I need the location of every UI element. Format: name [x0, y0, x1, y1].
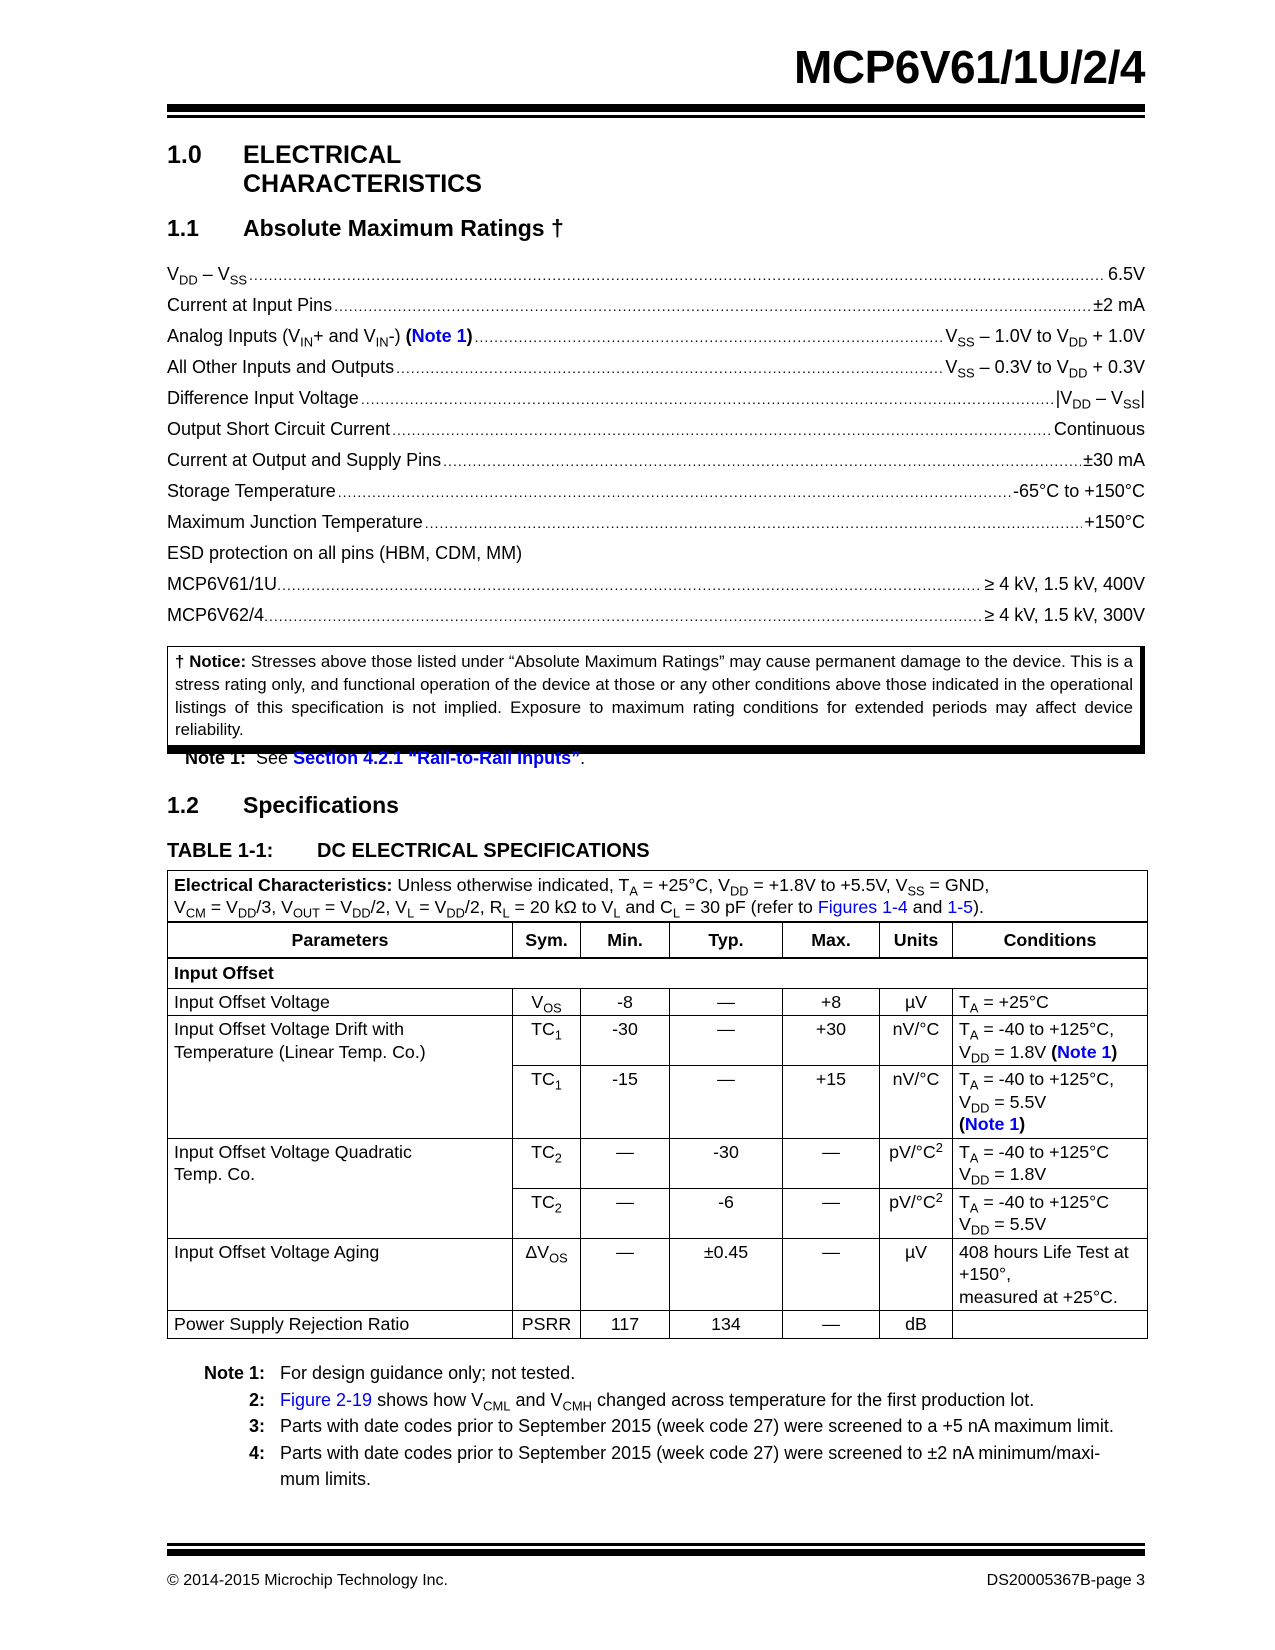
table-conditions-row [168, 871, 1148, 923]
figure-1-5-link[interactable]: 1-5 [947, 897, 974, 917]
cell-conditions: $T_A = -40$ to +125°C, $V_{DD} = 1.8V$ (Note 1) [953, 1016, 1148, 1066]
column-header-sym: Sym. [513, 922, 581, 958]
note-text: Parts with date codes prior to September 2015 (week code 27) were screened to a +5 nA maximum limit. [280, 1416, 1114, 1436]
cell-sym: $TC_2$ [513, 1188, 581, 1238]
cell-max: +30 [783, 1016, 880, 1066]
leader-dots [392, 422, 1052, 438]
rating-label: Maximum Junction Temperature [167, 512, 423, 532]
header-rule-thick [167, 104, 1145, 112]
cell-typ: ±0.45 [670, 1238, 783, 1311]
leader-dots [277, 577, 982, 593]
note-suffix: . [580, 748, 586, 768]
rating-label: Current at Output and Supply Pins [167, 450, 442, 470]
table-row [168, 1138, 1148, 1188]
cell-max: +15 [783, 1066, 880, 1139]
rating-label: Output Short Circuit Current [167, 419, 391, 439]
table-row [168, 1311, 1148, 1339]
rating-row [167, 481, 1145, 512]
section-label-input-offset: Input Offset [168, 958, 1148, 988]
note-text: Figure 2-19 shows how $V_{CML}$ and $V_{CMH}$ changed across temperature for the first production lot. [280, 1389, 1035, 1414]
rating-label: Storage Temperature [167, 481, 336, 501]
cell-typ: — [670, 1016, 783, 1066]
cell-typ: -30 [670, 1138, 783, 1188]
leader-dots [396, 360, 943, 376]
column-header-typ: Typ. [670, 922, 783, 958]
cell-sym: $TC_1$ [513, 1066, 581, 1139]
cell-conditions: $T_A = +25^\circ C$ [953, 988, 1148, 1016]
rating-value: $V_{SS} - 1.0V$ to $V_{DD} + 1.0V$ [945, 326, 1145, 350]
section-number: 1.2 [167, 792, 199, 818]
figures-1-4-link[interactable]: Figures 1-4 [817, 897, 908, 917]
leader-dots [249, 267, 1106, 283]
cell-min: — [581, 1188, 670, 1238]
document-title: MCP6V61/1U/2/4 [794, 41, 1145, 93]
rating-label: Difference Input Voltage [167, 388, 359, 408]
section-title-line2: CHARACTERISTICS [243, 170, 482, 198]
rating-row [167, 264, 1145, 295]
cell-units: dB [880, 1311, 953, 1339]
table-title [167, 840, 650, 863]
section-title: Specifications [243, 792, 399, 818]
rating-row [167, 450, 1145, 481]
rating-value: ±30 mA [1083, 450, 1145, 470]
cell-conditions: $T_A = -40$ to +125°C, $V_{DD} = 5.5V$ (Note 1) [953, 1066, 1148, 1139]
cell-typ: — [670, 1066, 783, 1139]
rating-label: Analog Inputs ($V_{IN}+$ and $V_{IN}-$) (Note 1) [167, 326, 473, 350]
footer-rule-thick [167, 1549, 1145, 1556]
rating-row [167, 605, 1145, 636]
cell-max: — [783, 1138, 880, 1188]
cell-typ: 134 [670, 1311, 783, 1339]
leader-dots [264, 608, 982, 624]
rating-row [167, 543, 1145, 574]
cell-units: µV [880, 1238, 953, 1311]
table-row [168, 988, 1148, 1016]
leader-dots [361, 391, 1054, 407]
figure-2-19-link[interactable]: Figure 2-19 [280, 1389, 373, 1410]
cell-typ: -6 [670, 1188, 783, 1238]
rating-label: All Other Inputs and Outputs [167, 357, 395, 377]
cell-conditions: $T_A = -40$ to +125°C $V_{DD} = 1.8V$ [953, 1138, 1148, 1188]
cell-min: — [581, 1238, 670, 1311]
note-prefix: See [256, 748, 289, 768]
note-1-link[interactable]: Note 1 [1057, 1041, 1112, 1062]
cell-max: +8 [783, 988, 880, 1016]
column-header-parameters: Parameters [168, 922, 513, 958]
note-1-link[interactable]: Note 1 [964, 1114, 1020, 1134]
cell-min: -15 [581, 1066, 670, 1139]
rating-value: $|V_{DD} - V_{SS}|$ [1055, 388, 1145, 412]
table-name: DC ELECTRICAL SPECIFICATIONS [317, 840, 650, 862]
rating-row [167, 295, 1145, 326]
cell-min: -8 [581, 988, 670, 1016]
rating-row [167, 326, 1145, 357]
section-title-line1: ELECTRICAL [243, 141, 402, 169]
section-title: Absolute Maximum Ratings † [243, 215, 564, 241]
column-header-min: Min. [581, 922, 670, 958]
rating-row [167, 419, 1145, 450]
note-label: Note 1: [203, 1363, 265, 1383]
notice-lead: † Notice: [175, 652, 247, 671]
note-label: Note 1: [185, 748, 247, 768]
leader-dots [425, 515, 1082, 531]
cell-max: — [783, 1188, 880, 1238]
cell-units: µV [880, 988, 953, 1016]
section-number: 1.0 [167, 141, 202, 169]
column-header-units: Units [880, 922, 953, 958]
section-number: 1.1 [167, 215, 199, 241]
cell-param: Input Offset Voltage Quadratic Temp. Co. [168, 1138, 513, 1238]
note-label: 4: [248, 1442, 265, 1463]
rating-row [167, 512, 1145, 543]
rating-label: $V_{DD} - V_{SS}$ [167, 264, 248, 288]
rating-value: Continuous [1053, 419, 1145, 439]
column-header-conditions: Conditions [953, 922, 1148, 958]
cell-param: Input Offset Voltage Aging [168, 1238, 513, 1311]
cell-param: Power Supply Rejection Ratio [168, 1311, 513, 1339]
column-header-max: Max. [783, 922, 880, 958]
rating-value: $V_{SS} - 0.3V$ to $V_{DD} + 0.3V$ [945, 357, 1145, 381]
note-label: 2: [248, 1389, 265, 1410]
electrical-characteristics-conditions: Electrical Characteristics: Unless otherwise indicated, $T_A = +25^\circ C$, $V_{DD} = +1.8V$ to +5.5V, $V_{SS}$ = GND, $V_{CM} = V_{DD}/3$, $V_{OUT} = V_{DD}/2$, $V_L = V_{DD}/2$, $R_L = 20$ kΩ to $V_L$ and $C_L = 30$ pF (refer to Figures 1-4 and 1-5). [168, 871, 1148, 923]
section-4-2-1-link[interactable]: Section 4.2.1 “Rail-to-Rail Inputs” [293, 748, 581, 768]
table-row [168, 1016, 1148, 1066]
table-section-row [168, 958, 1148, 988]
section-title [243, 141, 743, 199]
conditions-lead: Electrical Characteristics: [174, 875, 393, 895]
table-number: TABLE 1-1: [167, 840, 274, 862]
rating-row [167, 574, 1145, 605]
cell-sym: $TC_2$ [513, 1138, 581, 1188]
cell-min: — [581, 1138, 670, 1188]
cell-sym: $V_{OS}$ [513, 988, 581, 1016]
note-1-link[interactable]: Note 1 [411, 326, 467, 346]
note-text: For design guidance only; not tested. [280, 1363, 576, 1383]
notice-text: Stresses above those listed under “Absolute Maximum Ratings” may cause permanent damage to the device. This is a stress rating only, and functional operation of the device at those or any other conditions above those indicated in the operational listings of this specification is not implied. Exposure to maximum rating conditions for extended periods may affect device reliability. [175, 652, 1133, 740]
cell-conditions [953, 1311, 1148, 1339]
leader-dots [443, 453, 1081, 469]
cell-param: Input Offset Voltage Drift with Temperature (Linear Temp. Co.) [168, 1016, 513, 1139]
table-note [175, 1387, 1135, 1414]
rating-row [167, 388, 1145, 419]
leader-dots [475, 329, 944, 345]
rating-value: ±2 mA [1093, 295, 1145, 315]
leader-dots [334, 298, 1091, 314]
header-rule-thin [167, 115, 1145, 118]
cell-units: $pV/^\circ C^2$ [880, 1138, 953, 1188]
cell-units: nV/°C [880, 1016, 953, 1066]
table-notes [175, 1360, 1135, 1493]
rating-value: +150°C [1084, 512, 1145, 532]
table-note [175, 1413, 1135, 1440]
ratings-note [185, 748, 585, 769]
cell-sym: PSRR [513, 1311, 581, 1339]
rating-label: ESD protection on all pins (HBM, CDM, MM) [167, 543, 523, 563]
rating-value: ≥ 4 kV, 1.5 kV, 400V [984, 574, 1145, 594]
notice-box [167, 646, 1145, 754]
cell-min: -30 [581, 1016, 670, 1066]
table-header-row [168, 922, 1148, 958]
note-text: Parts with date codes prior to September 2015 (week code 27) were screened to ±2 nA minimum/maxi- mum limits. [280, 1442, 1101, 1489]
cell-max: — [783, 1311, 880, 1339]
rating-value: -65°C to +150°C [1013, 481, 1145, 501]
rating-label: MCP6V62/4 [167, 605, 265, 625]
cell-sym: $\Delta V_{OS}$ [513, 1238, 581, 1311]
cell-conditions: 408 hours Life Test at +150°, measured at +25°C. [953, 1238, 1148, 1311]
rating-value: ≥ 4 kV, 1.5 kV, 300V [984, 605, 1145, 625]
leader-dots [338, 484, 1011, 500]
footer-rule-thin [167, 1543, 1145, 1546]
cell-conditions: $T_A = -40$ to +125°C $V_{DD} = 5.5V$ [953, 1188, 1148, 1238]
rating-row [167, 357, 1145, 388]
footer-page-number: DS20005367B-page 3 [986, 1572, 1145, 1589]
absolute-maximum-ratings-list [167, 264, 1145, 636]
dc-electrical-specifications-table [167, 870, 1148, 1339]
rating-label: Current at Input Pins [167, 295, 333, 315]
cell-units: $pV/^\circ C^2$ [880, 1188, 953, 1238]
table-note [175, 1360, 1135, 1387]
cell-units: nV/°C [880, 1066, 953, 1139]
cell-max: — [783, 1238, 880, 1311]
table-row [168, 1238, 1148, 1311]
cell-sym: $TC_1$ [513, 1016, 581, 1066]
rating-value: 6.5V [1107, 264, 1145, 284]
footer-copyright: © 2014-2015 Microchip Technology Inc. [167, 1572, 448, 1589]
cell-typ: — [670, 988, 783, 1016]
note-label: 3: [248, 1416, 265, 1436]
table-note [175, 1440, 1135, 1493]
cell-param: Input Offset Voltage [168, 988, 513, 1016]
rating-label: MCP6V61/1U [167, 574, 278, 594]
cell-min: 117 [581, 1311, 670, 1339]
